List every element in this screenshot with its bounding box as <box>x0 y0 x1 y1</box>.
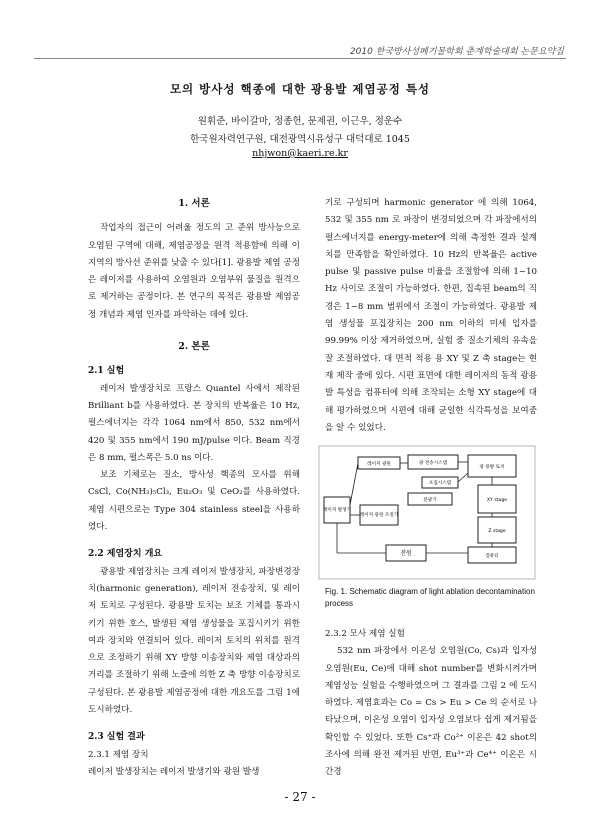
laser-generator-label: 레이저 발생기 <box>322 508 352 513</box>
harmonic-label: 광 전송시스템 <box>418 461 448 466</box>
paragraph: 광용발 제염장치는 크게 레이저 발생장치, 파장변경장치(harmonic generation), 레이저 전송장치, 및 레이저 토치로 구성된다. 광용발 토치는 보조 기체를 통과시키기 위한 호스, 발생된 제염 생성물을 포집시키기 위한 여과 장치와 연결되어 있다. 레이저 토치의 위치를 원격으로 조정하기 위해 XY 방향 이송장치와 제염 대상과의 거리를 조절하기 위해 노즐에 의한 Z 축 방향 이송장치로 구성된다. 본 광용발 제염공정에 대한 개요도를 그림 1에 도시하였다. <box>88 566 300 716</box>
xy-stage-label: XY stage <box>486 498 508 503</box>
paper-title: 모의 방사성 핵종에 대한 광용발 제염공정 특성 <box>169 82 431 96</box>
section-title: 1. 서론 <box>178 198 210 209</box>
subsubsection-title: 2.3.2 모사 제염 실험 <box>325 629 405 639</box>
spectrometer-label: 분광기 <box>423 498 437 503</box>
affiliation: 한국원자력연구원, 대전광역시유성구 대덕대로 1045 <box>190 134 410 145</box>
email-link[interactable]: nhjwon@kaeri.re.kr <box>252 148 348 159</box>
power-label: 전원 <box>400 550 412 557</box>
right-column-bottom <box>325 626 537 782</box>
authors: 원휘준, 바이갈마, 정종헌, 문제권, 이근우, 정운수 <box>197 116 403 127</box>
schematic-figure <box>318 445 536 580</box>
subsection-title: 2.1 실험 <box>88 366 125 377</box>
page-number: - 27 - <box>284 790 316 804</box>
figure-caption: Fig. 1. Schematic diagram of light ablation decontamination process <box>325 587 535 608</box>
z-stage-label: Z stage <box>488 529 506 534</box>
subsection-title: 2.3 실험 결과 <box>88 732 145 743</box>
paragraph: 보조 기체로는 질소, 방사성 핵종의 모사를 위해 CsCl, Co(NH₃)₅Cl₃, Eu₂O₃ 및 CeO₂를 사용하였다. 제염 시편으로는 Type 304 stainless steel을 사용하였다. <box>88 470 300 533</box>
subsubsection-title: 2.3.1 제염 장치 <box>88 749 149 760</box>
left-column <box>88 195 300 781</box>
computer-label: 컴퓨터 <box>485 554 499 559</box>
laser-torch-label: 광 용발 토치 <box>479 465 505 470</box>
paragraph: 레이저 발생장치는 레이저 발생기와 광원 발생 <box>88 766 260 777</box>
paragraph: 작업자의 접근이 어려울 정도의 고 준위 방사능으로 오염된 구역에 대해, 제염공정을 원격 적용함에 의해 이 지역의 방사선 준위를 낮출 수 있다[1]. 광용발 제염 공정은 레이저를 사용하여 오염원과 오염부위 물질을 원격으로 제거하는 공정이다. 본 연구의 목적은 광용발 제염공정 개념과 제염 인자를 파악하는 데에 있다. <box>88 223 300 320</box>
right-column-top <box>325 195 537 437</box>
laser-source-label: 레이저 광원 <box>367 462 391 467</box>
subsection-title: 2.2 제염장치 개요 <box>88 549 163 560</box>
paragraph: 레이저 발생장치로 프랑스 Quantel 사에서 제작된 Brilliant b를 사용하였다. 본 장치의 반복율은 10 Hz, 펄스에너지는 각각 1064 nm에서 850, 532 nm에서 420 및 355 nm에서 190 mJ/pulse 이다. Beam 직경은 8 mm, 펄스폭은 5.0 ns 이다. <box>88 383 300 463</box>
header-rule <box>34 58 566 59</box>
paragraph: 532 nm 파장에서 이온성 오염원(Co, Cs)과 입자성 오염원(Eu, Ce)에 대해 shot number를 변화시켜가며 제염성능 실험을 수행하였으며 그 결과를 그림 2 에 도시하였다. 제염효과는 Co = Cs > Eu > Ce 의 순서로 나타났으며, 이온성 오염이 입자성 오염보다 쉽게 제거됨을 확인할 수 있었다. 또한 Cs⁺과 Co²⁺ 이온은 42 shot의 조사에 의해 완전 제거된 반면, Eu³⁺과 Ce⁴⁺ 이온은 시간경 <box>325 646 537 778</box>
section-title: 2. 본론 <box>178 341 210 353</box>
paragraph: 기로 구성되며 harmonic generator 에 의해 1064, 532 및 355 nm 로 파장이 변경되었으며 각 파장에서의 펄스에너지를 energy-meter에 의해 측정한 결과 설계치를 만족함을 확인하였다. 10 Hz의 반복율은 active pulse 및 passive pulse 비율을 조절함에 의해 1~10 Hz 사이로 조절이 가능하였다. 한편, 집속된 beam의 직경은 1~8 mm 범위에서 조절이 가능하였다. 광용발 제염 생성물 포집장치는 200 nm 이하의 미세 입자를 99.99% 이상 제거하였으며, 실험 중 질소기체의 유속을 잘 조절하였다. 대 면적 적용 용 XY 및 Z 축 stage는 현재 제작 중에 있다. 시편 표면에 대한 레이저의 동적 광용발 특성을 컴퓨터에 의해 조작되는 소형 XY stage에 대해 평가하였으며 시편에 대해 균일한 식각특성을 보여줌을 알 수 있었다. <box>325 198 537 433</box>
journal-header: 2010 한국방사성폐기물학회 춘계학술대회 논문요약집 <box>349 47 564 57</box>
filter-label: 포집시스템 <box>428 481 452 486</box>
controller-label: 레이저 광원 조절기 <box>359 513 399 518</box>
